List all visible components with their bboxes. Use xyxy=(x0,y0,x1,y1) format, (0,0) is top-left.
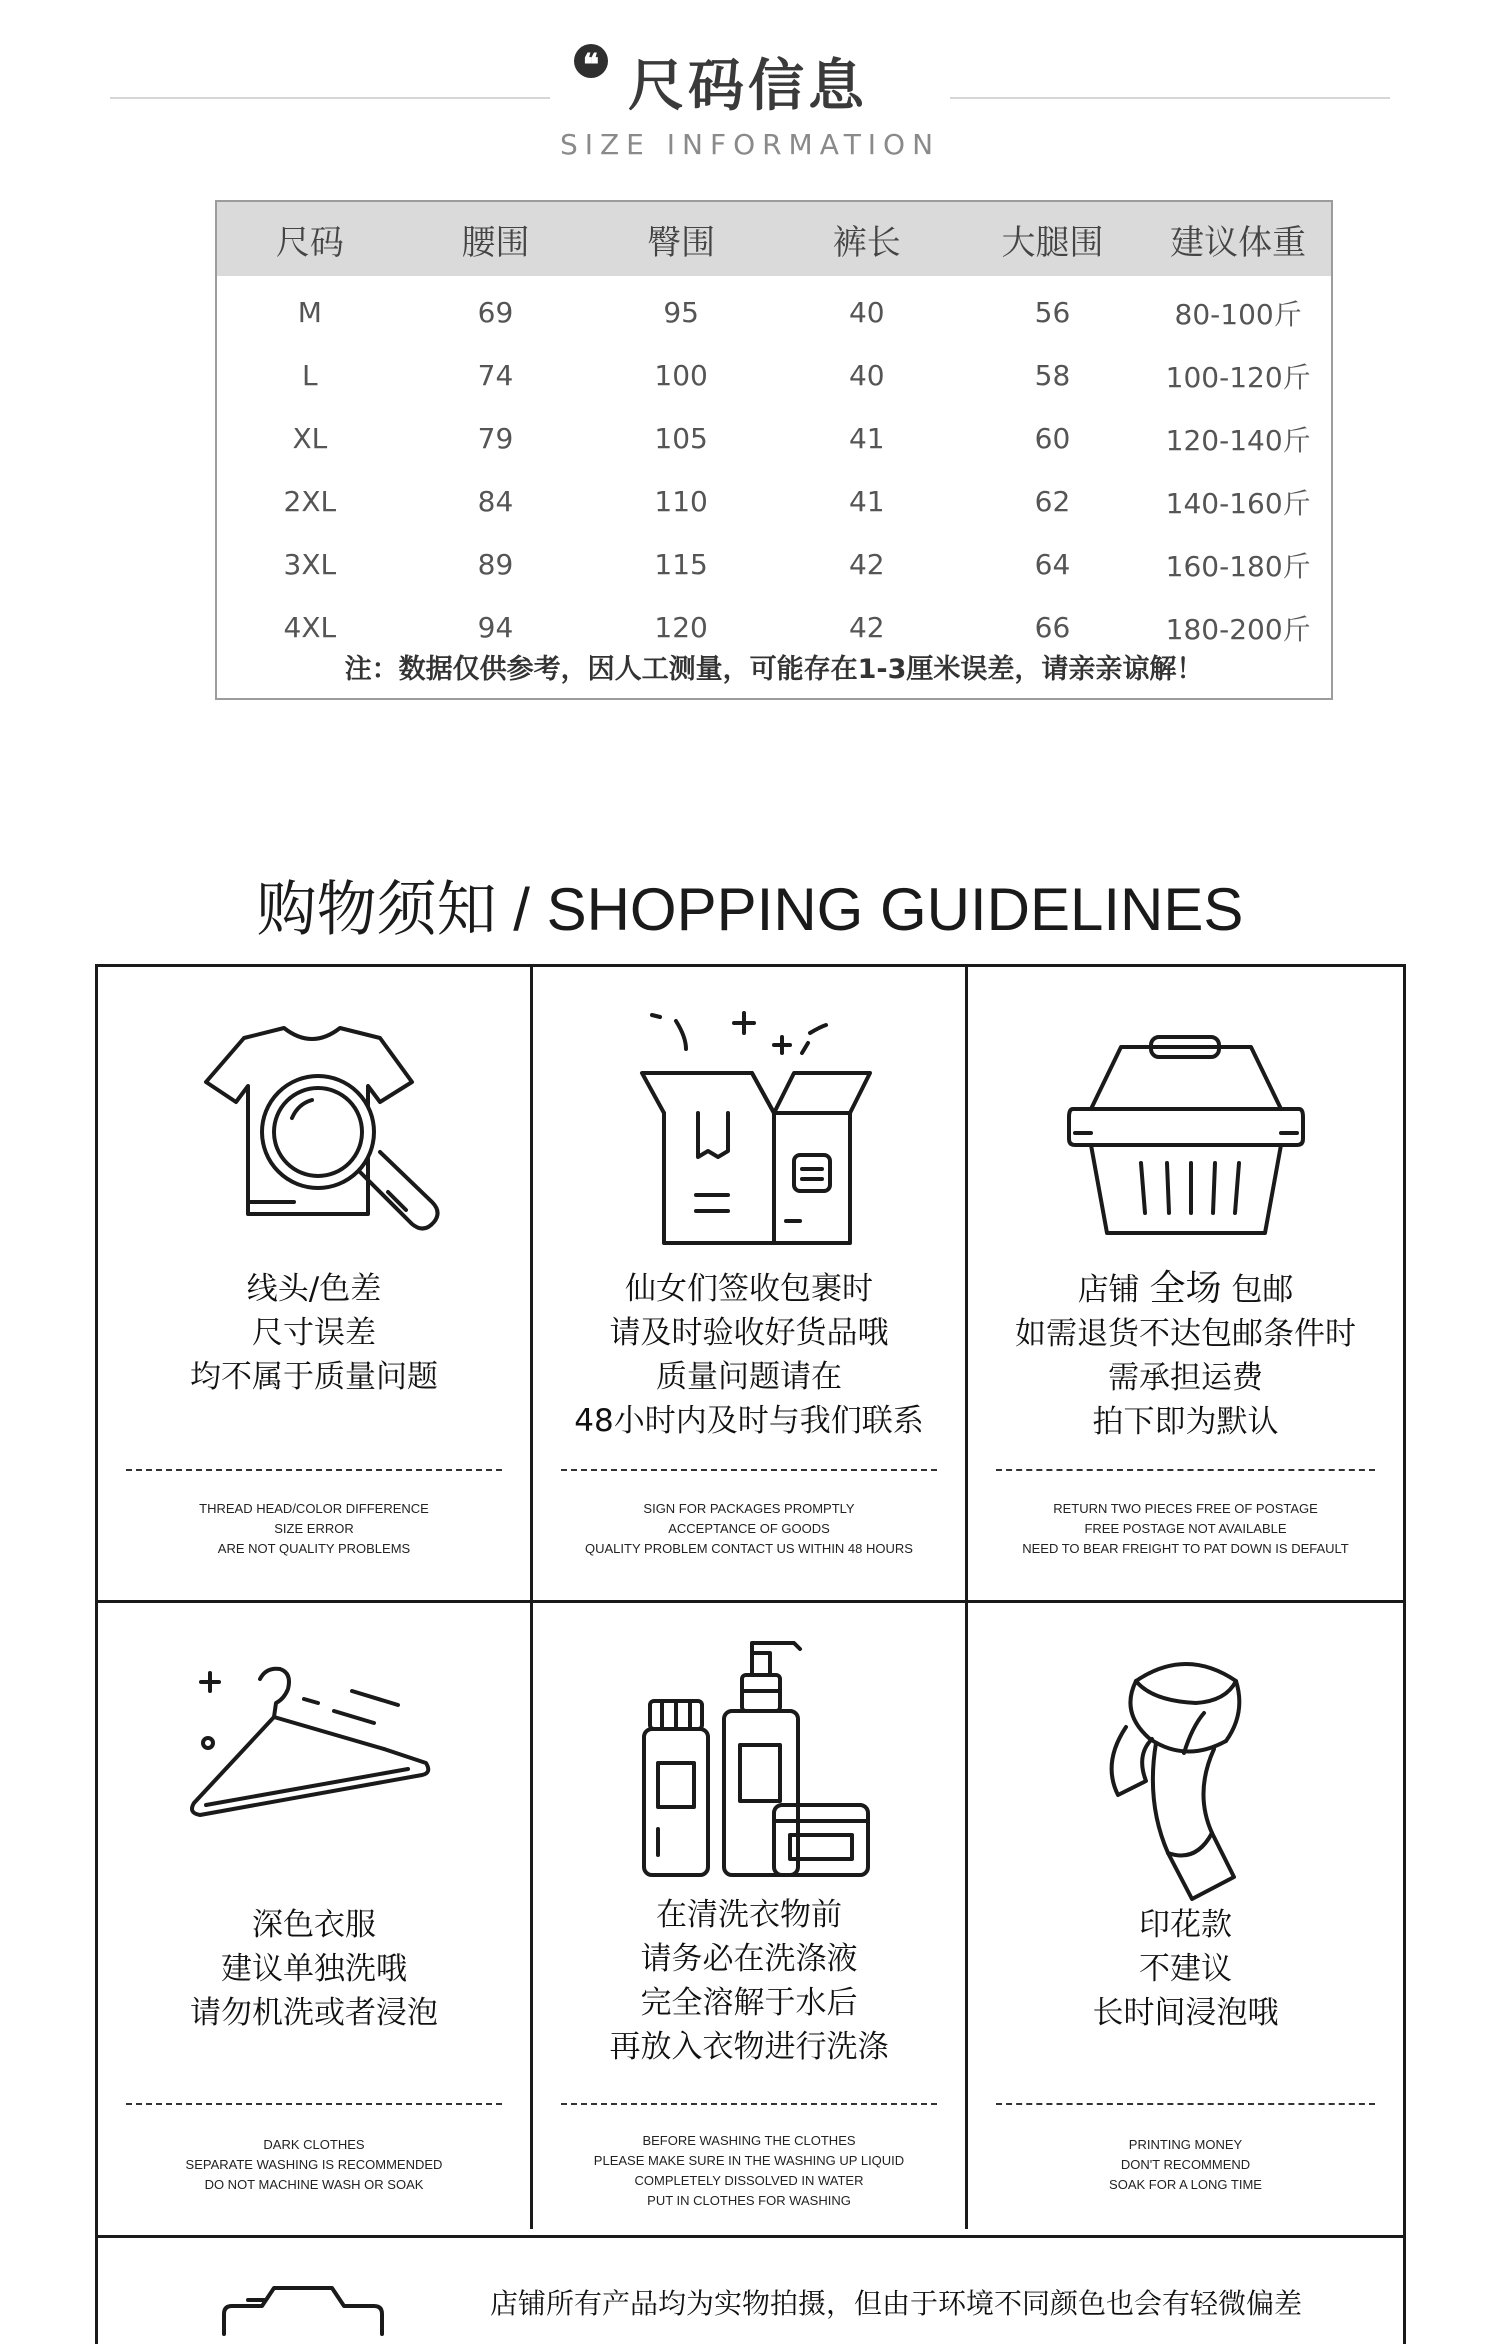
guideline-en-line: SIGN FOR PACKAGES PROMPTLY xyxy=(643,1501,855,1516)
header-thigh: 大腿围 xyxy=(960,202,1146,276)
guideline-cn-line: 深色衣服 xyxy=(252,1907,376,1943)
size-table-header-row xyxy=(217,202,1331,276)
guideline-en-line: DARK CLOTHES xyxy=(263,2137,365,2152)
guideline-en-line: DO NOT MACHINE WASH OR SOAK xyxy=(204,2177,424,2192)
open-box-icon xyxy=(624,1007,874,1247)
guideline-en-text xyxy=(533,2131,965,2211)
shopping-guidelines-title: 购物须知 / SHOPPING GUIDELINES xyxy=(256,876,1244,943)
guideline-en-text xyxy=(968,1499,1403,1559)
size-info-title: 尺码信息 xyxy=(628,54,868,119)
table-row xyxy=(217,533,1331,596)
tshirt-magnifier-icon xyxy=(184,1022,444,1232)
dashed-divider xyxy=(561,1469,937,1471)
guideline-en-text xyxy=(98,2135,530,2195)
guideline-cell-free-shipping xyxy=(968,967,1403,1600)
guideline-en-line: SOAK FOR A LONG TIME xyxy=(1109,2177,1262,2192)
table-row xyxy=(217,407,1331,470)
table-cell: 84 xyxy=(477,485,514,518)
guideline-cn-line: 拍下即为默认 xyxy=(1092,1404,1279,1440)
guideline-en-line: PLEASE MAKE SURE IN THE WASHING UP LIQUID xyxy=(593,2153,905,2168)
table-cell: M xyxy=(297,296,322,329)
guideline-cn-line: 在清洗衣物前 xyxy=(656,1897,842,1933)
table-cell: 105 xyxy=(654,422,708,455)
guideline-cn-line: 48小时内及时与我们联系 xyxy=(574,1403,924,1439)
size-info-header xyxy=(0,0,1500,175)
dashed-divider xyxy=(996,1469,1375,1471)
guideline-en-line: SEPARATE WASHING IS RECOMMENDED xyxy=(185,2157,443,2172)
guideline-cn-text xyxy=(533,1893,965,2069)
guideline-cell-washing xyxy=(533,1603,965,2235)
dashed-divider xyxy=(126,2103,502,2105)
guideline-cn-line: 完全溶解于水后 xyxy=(640,1985,858,2021)
header-hip: 臀围 xyxy=(588,202,774,276)
table-cell: 40 xyxy=(848,359,885,392)
quote-icon: ❝ xyxy=(574,44,608,78)
table-cell: 56 xyxy=(1034,296,1071,329)
table-cell: 140-160斤 xyxy=(1165,486,1311,520)
table-cell: L xyxy=(302,359,318,392)
guideline-en-line: THREAD HEAD/COLOR DIFFERENCE xyxy=(199,1501,429,1516)
table-cell: 4XL xyxy=(283,611,337,644)
guideline-cn-line: 建议单独洗哦 xyxy=(221,1951,407,1987)
guideline-cn-line: 尺寸误差 xyxy=(252,1315,376,1351)
guidelines-grid xyxy=(95,964,1406,2344)
table-cell: 95 xyxy=(663,296,699,329)
guideline-cn-line: 再放入衣物进行洗涤 xyxy=(609,2029,889,2065)
guideline-en-line: DON'T RECOMMEND xyxy=(1120,2157,1251,2172)
header-divider-right xyxy=(950,97,1390,99)
table-cell: 74 xyxy=(477,359,514,392)
table-cell: 64 xyxy=(1034,548,1071,581)
guideline-cn-line: 长时间浸泡哦 xyxy=(1092,1995,1279,2031)
header-length: 裤长 xyxy=(774,202,960,276)
guideline-cell-quality xyxy=(98,967,530,1600)
table-cell: 69 xyxy=(477,296,514,329)
dashed-divider xyxy=(996,2103,1375,2105)
table-cell: 100 xyxy=(654,359,708,392)
header-weight: 建议体重 xyxy=(1145,202,1331,276)
dashed-divider xyxy=(561,2103,937,2105)
guideline-cn-text xyxy=(98,1267,530,1399)
guideline-en-text xyxy=(533,1499,965,1559)
guideline-cn-line: 仙女们签收包裹时 xyxy=(625,1271,873,1307)
guideline-cn-line xyxy=(968,1267,1403,1312)
header-divider-left xyxy=(110,97,550,99)
guideline-cn-emphasis: 全场 xyxy=(1149,1268,1222,1309)
table-cell: 42 xyxy=(848,548,885,581)
guideline-en-line: PUT IN CLOTHES FOR WASHING xyxy=(647,2193,851,2208)
table-cell: 94 xyxy=(477,611,514,644)
table-cell: 41 xyxy=(848,485,885,518)
guideline-cn-line: 不建议 xyxy=(1139,1951,1232,1987)
guideline-en-line: SIZE ERROR xyxy=(274,1521,354,1536)
guideline-cn-segment: 店铺 xyxy=(1077,1272,1150,1308)
table-cell: 40 xyxy=(848,296,885,329)
guideline-en-line: NEED TO BEAR FREIGHT TO PAT DOWN IS DEFAULT xyxy=(1022,1541,1349,1556)
table-cell: 41 xyxy=(848,422,885,455)
guideline-cn-line: 请及时验收好货品哦 xyxy=(609,1315,889,1351)
dashed-divider xyxy=(126,1469,502,1471)
table-cell: 120 xyxy=(654,611,708,644)
guideline-en-line: RETURN TWO PIECES FREE OF POSTAGE xyxy=(1053,1501,1318,1516)
table-cell: 58 xyxy=(1034,359,1071,392)
table-cell: 115 xyxy=(654,548,708,581)
guideline-cn-text xyxy=(533,1267,965,1443)
shopping-basket-icon xyxy=(1061,1027,1311,1247)
guideline-cn-text xyxy=(968,1267,1403,1444)
guideline-cell-photo xyxy=(98,2238,530,2338)
guideline-cn-line: 质量问题请在 xyxy=(656,1359,842,1395)
guideline-cn-line: 如需退货不达包邮条件时 xyxy=(1015,1316,1356,1352)
guideline-cn-line: 请务必在洗涤液 xyxy=(640,1941,858,1977)
header-waist: 腰围 xyxy=(403,202,589,276)
guideline-en-text xyxy=(968,2135,1403,2195)
detergent-bottles-icon xyxy=(624,1633,874,1883)
table-cell: 160-180斤 xyxy=(1165,549,1311,583)
table-cell: 100-120斤 xyxy=(1165,360,1311,394)
guideline-cell-sign-package xyxy=(533,967,965,1600)
table-cell: 89 xyxy=(477,548,514,581)
table-cell: 2XL xyxy=(283,485,337,518)
guideline-en-line: QUALITY PROBLEM CONTACT US WITHIN 48 HOURS xyxy=(585,1541,913,1556)
table-cell: 180-200斤 xyxy=(1165,612,1311,646)
guideline-en-line: BEFORE WASHING THE CLOTHES xyxy=(642,2133,856,2148)
table-row xyxy=(217,470,1331,533)
guideline-cn-text xyxy=(98,1903,530,2035)
table-cell: XL xyxy=(292,422,328,455)
size-info-subtitle: SIZE INFORMATION xyxy=(559,128,941,161)
guideline-cn-line: 印花款 xyxy=(1139,1907,1232,1943)
guideline-cell-printing xyxy=(968,1603,1403,2235)
table-row xyxy=(217,344,1331,407)
scarf-icon xyxy=(1096,1653,1276,1913)
size-table xyxy=(215,200,1333,700)
guideline-cn-segment: 包邮 xyxy=(1221,1272,1294,1308)
guideline-en-line: COMPLETELY DISSOLVED IN WATER xyxy=(634,2173,864,2188)
guideline-cn-text xyxy=(968,1903,1403,2035)
guideline-cell-dark-clothes xyxy=(98,1603,530,2235)
guideline-en-line: ACCEPTANCE OF GOODS xyxy=(668,1521,830,1536)
guideline-en-text xyxy=(98,1499,530,1559)
table-cell: 110 xyxy=(654,485,708,518)
table-cell: 79 xyxy=(477,422,514,455)
guideline-cn-line: 均不属于质量问题 xyxy=(190,1359,438,1395)
photo-disclaimer: 店铺所有产品均为实物拍摄，但由于环境不同颜色也会有轻微偏差 xyxy=(490,2287,1303,2320)
table-cell: 62 xyxy=(1034,485,1071,518)
guideline-en-line: FREE POSTAGE NOT AVAILABLE xyxy=(1084,1521,1287,1536)
guideline-en-line: PRINTING MONEY xyxy=(1128,2137,1243,2152)
hanger-icon xyxy=(184,1643,444,1853)
table-cell: 60 xyxy=(1034,422,1071,455)
guideline-cn-line: 请勿机洗或者浸泡 xyxy=(190,1995,438,2031)
table-cell: 120-140斤 xyxy=(1165,423,1311,457)
table-cell: 3XL xyxy=(283,548,337,581)
guideline-en-line: ARE NOT QUALITY PROBLEMS xyxy=(217,1541,411,1556)
size-table-note: 注：数据仅供参考，因人工测量，可能存在1-3厘米误差，请亲亲谅解！ xyxy=(344,654,1204,685)
table-cell: 66 xyxy=(1034,611,1071,644)
table-row xyxy=(217,276,1331,344)
table-cell: 80-100斤 xyxy=(1174,297,1302,331)
table-cell: 42 xyxy=(848,611,885,644)
header-size: 尺码 xyxy=(217,202,403,276)
guideline-cn-line: 线头/色差 xyxy=(246,1271,382,1307)
guideline-cn-line: 需承担运费 xyxy=(1108,1360,1263,1396)
camera-icon xyxy=(218,2278,388,2338)
